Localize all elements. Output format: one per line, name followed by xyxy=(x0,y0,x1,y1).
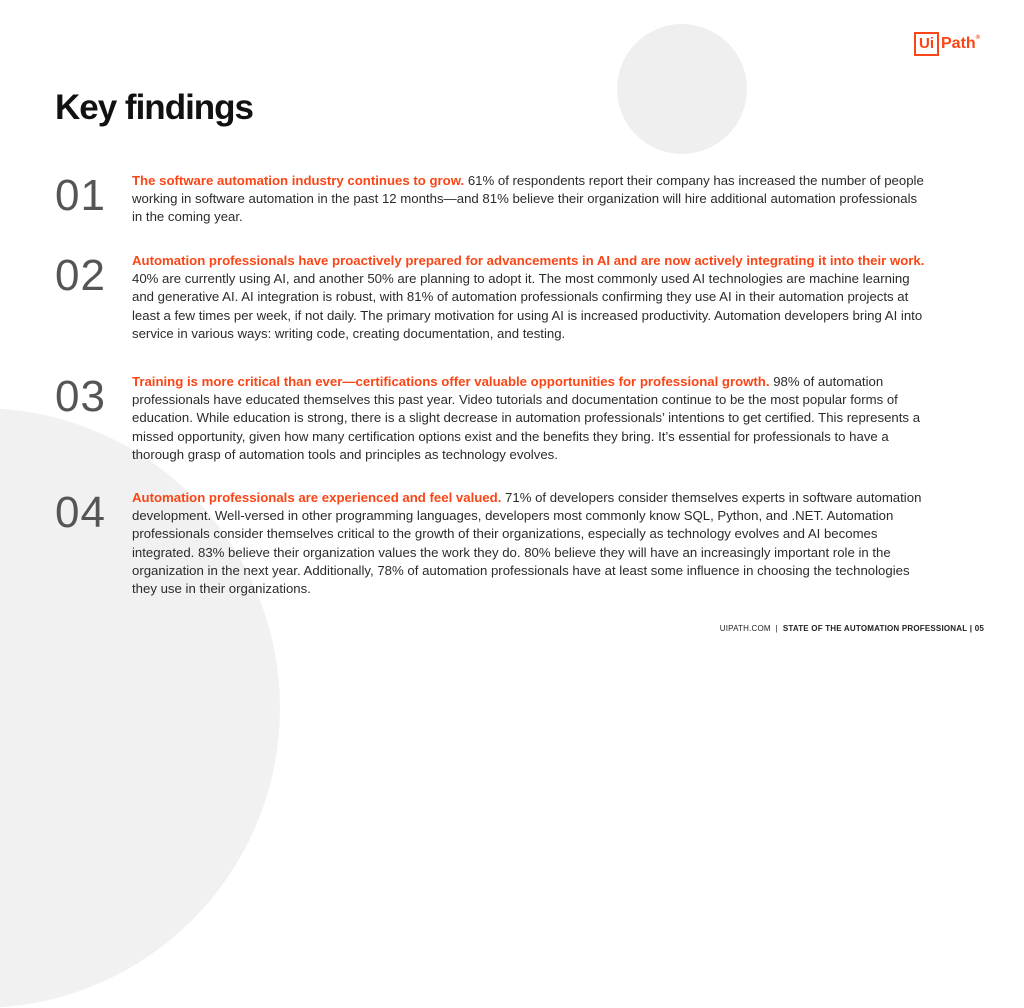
decorative-circle-top xyxy=(617,24,747,154)
logo-word: Path xyxy=(941,35,976,52)
finding-02 xyxy=(55,252,935,343)
finding-text: 61% of respondents report their company has increased the number of people working in software automation in the past 12 months—and 81% believe their organization will hire additional automation professionals in the coming year. xyxy=(132,173,924,225)
finding-number: 01 xyxy=(55,171,106,220)
logo-box: Ui xyxy=(914,32,939,56)
finding-body xyxy=(132,252,927,343)
footer-site: UIPATH.COM xyxy=(719,624,771,633)
finding-03 xyxy=(55,373,935,464)
finding-lead: Automation professionals are experienced and feel valued. xyxy=(132,490,502,505)
footer-separator: | xyxy=(775,624,778,633)
finding-04 xyxy=(55,489,935,598)
finding-text: 71% of developers consider themselves experts in software automation development. Well-versed in other programming languages, developers most commonly know SQL, Python, and .NET. Automation professionals consider themselves critical to the growth of their organizations, especially as technology evolves and AI becomes integrated. 83% believe their organization values the work they do. 80% believe they will have an increasingly important role in the organization in the next year. Additionally, 78% of automation professionals have at least some influence in choosing the technologies they use in their organizations. xyxy=(132,490,922,597)
finding-number: 04 xyxy=(55,488,106,537)
finding-number: 03 xyxy=(55,372,106,421)
footer-page-number: 05 xyxy=(974,624,984,633)
page-title: Key findings xyxy=(55,88,254,127)
finding-text: 40% are currently using AI, and another 50% are planning to adopt it. The most commonly used AI technologies are machine learning and generative AI. AI integration is robust, with 81% of automation professionals confirming they use AI in their automation projects at least a few times per week, if not daily. The primary motivation for using AI is increased productivity. Automation developers bring AI into service in various ways: writing code, creating documentation, and testing. xyxy=(132,271,923,341)
logo-text xyxy=(941,35,980,53)
finding-number: 02 xyxy=(55,251,106,300)
finding-text: 98% of automation professionals have educated themselves this past year. Video tutorials and documentation continue to be the most popular forms of education. While education is strong, there is a slight decrease in automation professionals’ intentions to get certified. This represents a missed opportunity, given how many certification options exist and the benefits they bring. It’s essential for professionals to have a thorough grasp of automation tools and principles as technology evolves. xyxy=(132,374,921,462)
logo-registered-mark: ® xyxy=(975,35,981,41)
footer-separator-2: | xyxy=(969,624,973,633)
finding-lead: Training is more critical than ever—certifications offer valuable opportunities for professional growth. xyxy=(132,374,770,389)
finding-lead: Automation professionals have proactively prepared for advancements in AI and are now actively integrating it into their work. xyxy=(132,253,925,268)
uipath-logo xyxy=(914,31,980,57)
finding-lead: The software automation industry continues to grow. xyxy=(132,173,465,188)
finding-01 xyxy=(55,172,935,227)
finding-body xyxy=(132,489,927,598)
finding-body xyxy=(132,373,927,464)
footer-report-title: STATE OF THE AUTOMATION PROFESSIONAL xyxy=(782,624,968,633)
finding-body xyxy=(132,172,927,227)
page-footer xyxy=(720,624,984,633)
